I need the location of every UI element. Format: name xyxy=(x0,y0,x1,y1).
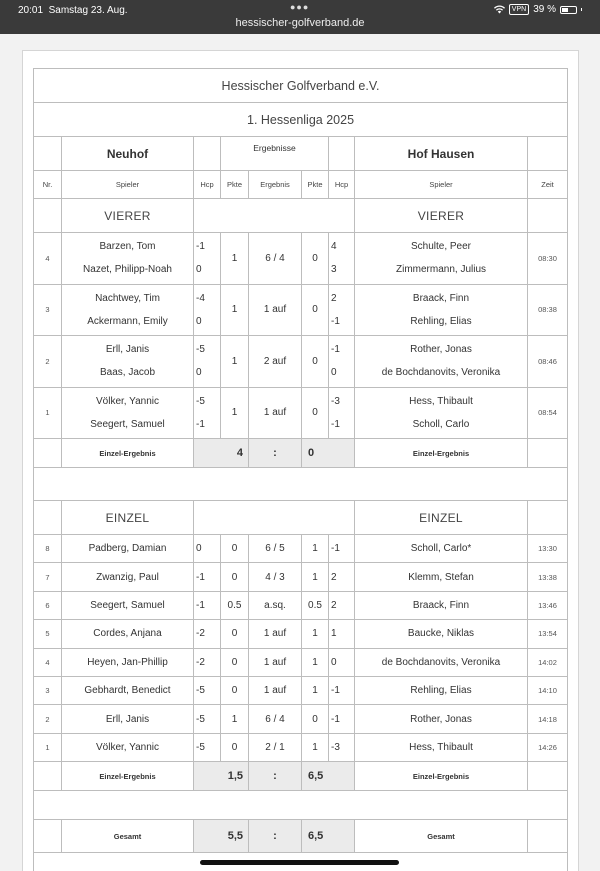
col-ergebnis: Ergebnis xyxy=(249,171,302,199)
match-nr: 4 xyxy=(34,648,62,676)
match-result: 6 / 4 xyxy=(249,233,302,285)
match-result: 1 auf xyxy=(249,620,302,648)
hcp-away xyxy=(329,233,355,285)
match-nr: 6 xyxy=(34,591,62,619)
hcp-away-line: 3 xyxy=(331,264,337,276)
tee-time: 14:26 xyxy=(528,733,568,761)
points-away: 0 xyxy=(302,284,329,336)
hcp-away: 2 xyxy=(329,591,355,619)
hcp-away-line: -1 xyxy=(331,418,340,430)
match-nr: 2 xyxy=(34,336,62,388)
hcp-away xyxy=(329,284,355,336)
total-away: 6,5 xyxy=(302,820,355,853)
table-row xyxy=(34,387,568,439)
table-row xyxy=(34,591,568,619)
players-away-line: Schulte, Peer xyxy=(410,241,472,253)
points-away: 1 xyxy=(302,620,329,648)
sum-away: 6,5 xyxy=(302,762,355,791)
match-nr: 5 xyxy=(34,620,62,648)
player-away: Braack, Finn xyxy=(355,591,528,619)
tee-time: 08:38 xyxy=(528,284,568,336)
league-title: 1. Hessenliga 2025 xyxy=(34,103,568,137)
sum-home: 1,5 xyxy=(194,762,249,791)
status-bar xyxy=(0,0,600,34)
points-home: 1 xyxy=(221,284,249,336)
players-away-line: Rehling, Elias xyxy=(410,315,472,327)
section-away-vierer: VIERER xyxy=(355,199,528,233)
sum-home: 4 xyxy=(194,439,249,468)
home-indicator xyxy=(200,860,399,865)
points-home: 0 xyxy=(221,676,249,704)
hcp-home-line: 0 xyxy=(196,315,202,327)
table-row xyxy=(34,535,568,563)
players-home-line: Seegert, Samuel xyxy=(90,418,165,430)
player-home: Zwanzig, Paul xyxy=(62,563,194,591)
sum-sep: : xyxy=(249,762,302,791)
player-away: Baucke, Niklas xyxy=(355,620,528,648)
wifi-icon xyxy=(494,5,505,14)
match-result: 1 auf xyxy=(249,387,302,439)
hcp-away: -3 xyxy=(329,733,355,761)
sum-row xyxy=(34,762,568,791)
table-row xyxy=(34,620,568,648)
points-home: 0 xyxy=(221,733,249,761)
hcp-home-line: 0 xyxy=(196,264,202,276)
match-result: 4 / 3 xyxy=(249,563,302,591)
tee-time: 14:10 xyxy=(528,676,568,704)
points-home: 1 xyxy=(221,387,249,439)
match-result: 2 auf xyxy=(249,336,302,388)
players-home-line: Ackermann, Emily xyxy=(87,315,168,327)
player-home: Völker, Yannic xyxy=(62,733,194,761)
points-home: 1 xyxy=(221,233,249,285)
sum-away: 0 xyxy=(302,439,355,468)
hcp-home-line: -5 xyxy=(196,395,205,407)
battery-percent: 39 % xyxy=(533,4,556,15)
player-away: Rother, Jonas xyxy=(355,705,528,733)
tee-time: 13:38 xyxy=(528,563,568,591)
table-row xyxy=(34,336,568,388)
section-row xyxy=(34,199,568,233)
player-away: Rehling, Elias xyxy=(355,676,528,704)
tee-time: 13:54 xyxy=(528,620,568,648)
players-away xyxy=(355,336,528,388)
players-away-line: Rother, Jonas xyxy=(410,344,472,356)
vpn-badge: VPN xyxy=(509,4,529,15)
col-spieler-home: Spieler xyxy=(62,171,194,199)
status-date: Samstag 23. Aug. xyxy=(48,5,128,16)
more-dots-icon[interactable]: ●●● xyxy=(290,2,310,12)
total-sep: : xyxy=(249,820,302,853)
points-away: 0 xyxy=(302,336,329,388)
hcp-away: 2 xyxy=(329,563,355,591)
association-title: Hessischer Golfverband e.V. xyxy=(34,69,568,103)
match-result: 1 auf xyxy=(249,648,302,676)
spacer-row xyxy=(34,468,568,501)
tee-time: 13:30 xyxy=(528,535,568,563)
hcp-home-line: -4 xyxy=(196,292,205,304)
player-away: Klemm, Stefan xyxy=(355,563,528,591)
points-away: 0 xyxy=(302,387,329,439)
hcp-home xyxy=(194,387,221,439)
points-away: 0 xyxy=(302,705,329,733)
points-home: 0.5 xyxy=(221,591,249,619)
player-away: de Bochdanovits, Veronika xyxy=(355,648,528,676)
points-away: 0.5 xyxy=(302,591,329,619)
status-indicators xyxy=(494,4,582,15)
hcp-away-line: 4 xyxy=(331,241,337,253)
player-home: Erll, Janis xyxy=(62,705,194,733)
section-home-vierer: VIERER xyxy=(62,199,194,233)
points-home: 1 xyxy=(221,705,249,733)
section-row xyxy=(34,501,568,535)
match-nr: 8 xyxy=(34,535,62,563)
tee-time: 14:02 xyxy=(528,648,568,676)
match-nr: 4 xyxy=(34,233,62,285)
sum-label-home: Einzel-Ergebnis xyxy=(62,439,194,468)
table-row xyxy=(34,648,568,676)
players-home xyxy=(62,233,194,285)
player-home: Padberg, Damian xyxy=(62,535,194,563)
match-nr: 7 xyxy=(34,563,62,591)
points-away: 1 xyxy=(302,563,329,591)
players-away-line: Zimmermann, Julius xyxy=(395,264,487,276)
hcp-home-line: 0 xyxy=(196,367,202,379)
match-result: a.sq. xyxy=(249,591,302,619)
hcp-home xyxy=(194,284,221,336)
col-hcp-away: Hcp xyxy=(329,171,355,199)
hcp-home: -5 xyxy=(194,676,221,704)
players-home-line: Nachtwey, Tim xyxy=(95,292,160,304)
match-nr: 2 xyxy=(34,705,62,733)
players-home-line: Völker, Yannic xyxy=(95,395,159,407)
match-result: 2 / 1 xyxy=(249,733,302,761)
sum-label-home: Einzel-Ergebnis xyxy=(62,762,194,791)
match-nr: 1 xyxy=(34,733,62,761)
player-home: Gebhardt, Benedict xyxy=(62,676,194,704)
team-away: Hof Hausen xyxy=(355,137,528,171)
hcp-away-line: -1 xyxy=(331,344,340,356)
hcp-home-line: -5 xyxy=(196,344,205,356)
hcp-home-line: -1 xyxy=(196,418,205,430)
points-away: 1 xyxy=(302,648,329,676)
hcp-home: -2 xyxy=(194,648,221,676)
players-home xyxy=(62,387,194,439)
hcp-away-line: -3 xyxy=(331,395,340,407)
player-home: Heyen, Jan-Phillip xyxy=(62,648,194,676)
address-bar-url[interactable]: hessischer-golfverband.de xyxy=(235,17,365,29)
match-result: 6 / 4 xyxy=(249,705,302,733)
tee-time: 14:18 xyxy=(528,705,568,733)
hcp-home: -5 xyxy=(194,733,221,761)
players-home-line: Erll, Janis xyxy=(105,344,150,356)
players-home xyxy=(62,284,194,336)
hcp-home: 0 xyxy=(194,535,221,563)
hcp-away: 1 xyxy=(329,620,355,648)
hcp-away: 0 xyxy=(329,648,355,676)
spacer-row xyxy=(34,791,568,820)
total-label-home: Gesamt xyxy=(62,820,194,853)
hcp-home-line: -1 xyxy=(196,241,205,253)
hcp-away-line: 2 xyxy=(331,292,337,304)
players-home-line: Nazet, Philipp-Noah xyxy=(83,264,172,276)
col-hcp-home: Hcp xyxy=(194,171,221,199)
player-home: Seegert, Samuel xyxy=(62,591,194,619)
hcp-home: -1 xyxy=(194,563,221,591)
player-home: Cordes, Anjana xyxy=(62,620,194,648)
players-away-line: Hess, Thibault xyxy=(409,395,473,407)
tee-time: 13:46 xyxy=(528,591,568,619)
tee-time: 08:46 xyxy=(528,336,568,388)
hcp-away xyxy=(329,336,355,388)
hcp-home: -5 xyxy=(194,705,221,733)
players-away-line: Braack, Finn xyxy=(412,292,470,304)
points-home: 0 xyxy=(221,563,249,591)
table-row xyxy=(34,563,568,591)
col-nr: Nr. xyxy=(34,171,62,199)
players-away xyxy=(355,233,528,285)
table-row xyxy=(34,233,568,285)
points-home: 0 xyxy=(221,648,249,676)
hcp-away xyxy=(329,387,355,439)
sum-row xyxy=(34,439,568,468)
section-home-einzel: EINZEL xyxy=(62,501,194,535)
match-result: 1 auf xyxy=(249,284,302,336)
points-away: 1 xyxy=(302,676,329,704)
players-away xyxy=(355,387,528,439)
points-home: 1 xyxy=(221,336,249,388)
total-home: 5,5 xyxy=(194,820,249,853)
hcp-away: -1 xyxy=(329,676,355,704)
match-result: 6 / 5 xyxy=(249,535,302,563)
players-away-line: Scholl, Carlo xyxy=(412,418,470,430)
team-home: Neuhof xyxy=(62,137,194,171)
players-home xyxy=(62,336,194,388)
match-result: 1 auf xyxy=(249,676,302,704)
col-pkte-away: Pkte xyxy=(302,171,329,199)
players-home-line: Barzen, Tom xyxy=(99,241,156,253)
col-spieler-away: Spieler xyxy=(355,171,528,199)
col-pkte-home: Pkte xyxy=(221,171,249,199)
status-time: 20:01 Samstag 23. Aug. xyxy=(18,5,128,16)
hcp-home xyxy=(194,233,221,285)
spacer-row xyxy=(34,791,568,820)
match-nr: 3 xyxy=(34,284,62,336)
table-row xyxy=(34,676,568,704)
hcp-away: -1 xyxy=(329,705,355,733)
hcp-home: -1 xyxy=(194,591,221,619)
table-row xyxy=(34,705,568,733)
hcp-home xyxy=(194,336,221,388)
hcp-away-line: 0 xyxy=(331,367,337,379)
points-away: 1 xyxy=(302,733,329,761)
player-away: Scholl, Carlo* xyxy=(355,535,528,563)
players-away-line: de Bochdanovits, Veronika xyxy=(381,367,501,379)
hcp-away-line: -1 xyxy=(331,315,340,327)
tee-time: 08:30 xyxy=(528,233,568,285)
results-table xyxy=(33,68,568,871)
points-home: 0 xyxy=(221,620,249,648)
sum-label-away: Einzel-Ergebnis xyxy=(355,439,528,468)
points-home: 0 xyxy=(221,535,249,563)
match-nr: 3 xyxy=(34,676,62,704)
points-away: 0 xyxy=(302,233,329,285)
section-away-einzel: EINZEL xyxy=(355,501,528,535)
match-nr: 1 xyxy=(34,387,62,439)
tee-time: 08:54 xyxy=(528,387,568,439)
table-row xyxy=(34,284,568,336)
players-home-line: Baas, Jacob xyxy=(99,367,156,379)
table-row xyxy=(34,733,568,761)
spacer-row xyxy=(34,468,568,501)
points-away: 1 xyxy=(302,535,329,563)
hcp-home: -2 xyxy=(194,620,221,648)
battery-icon xyxy=(560,6,577,14)
sum-sep: : xyxy=(249,439,302,468)
players-away xyxy=(355,284,528,336)
player-away: Hess, Thibault xyxy=(355,733,528,761)
results-header: Ergebnisse xyxy=(221,137,329,171)
total-row xyxy=(34,820,568,853)
total-label-away: Gesamt xyxy=(355,820,528,853)
hcp-away: -1 xyxy=(329,535,355,563)
sum-label-away: Einzel-Ergebnis xyxy=(355,762,528,791)
col-zeit: Zeit xyxy=(528,171,568,199)
